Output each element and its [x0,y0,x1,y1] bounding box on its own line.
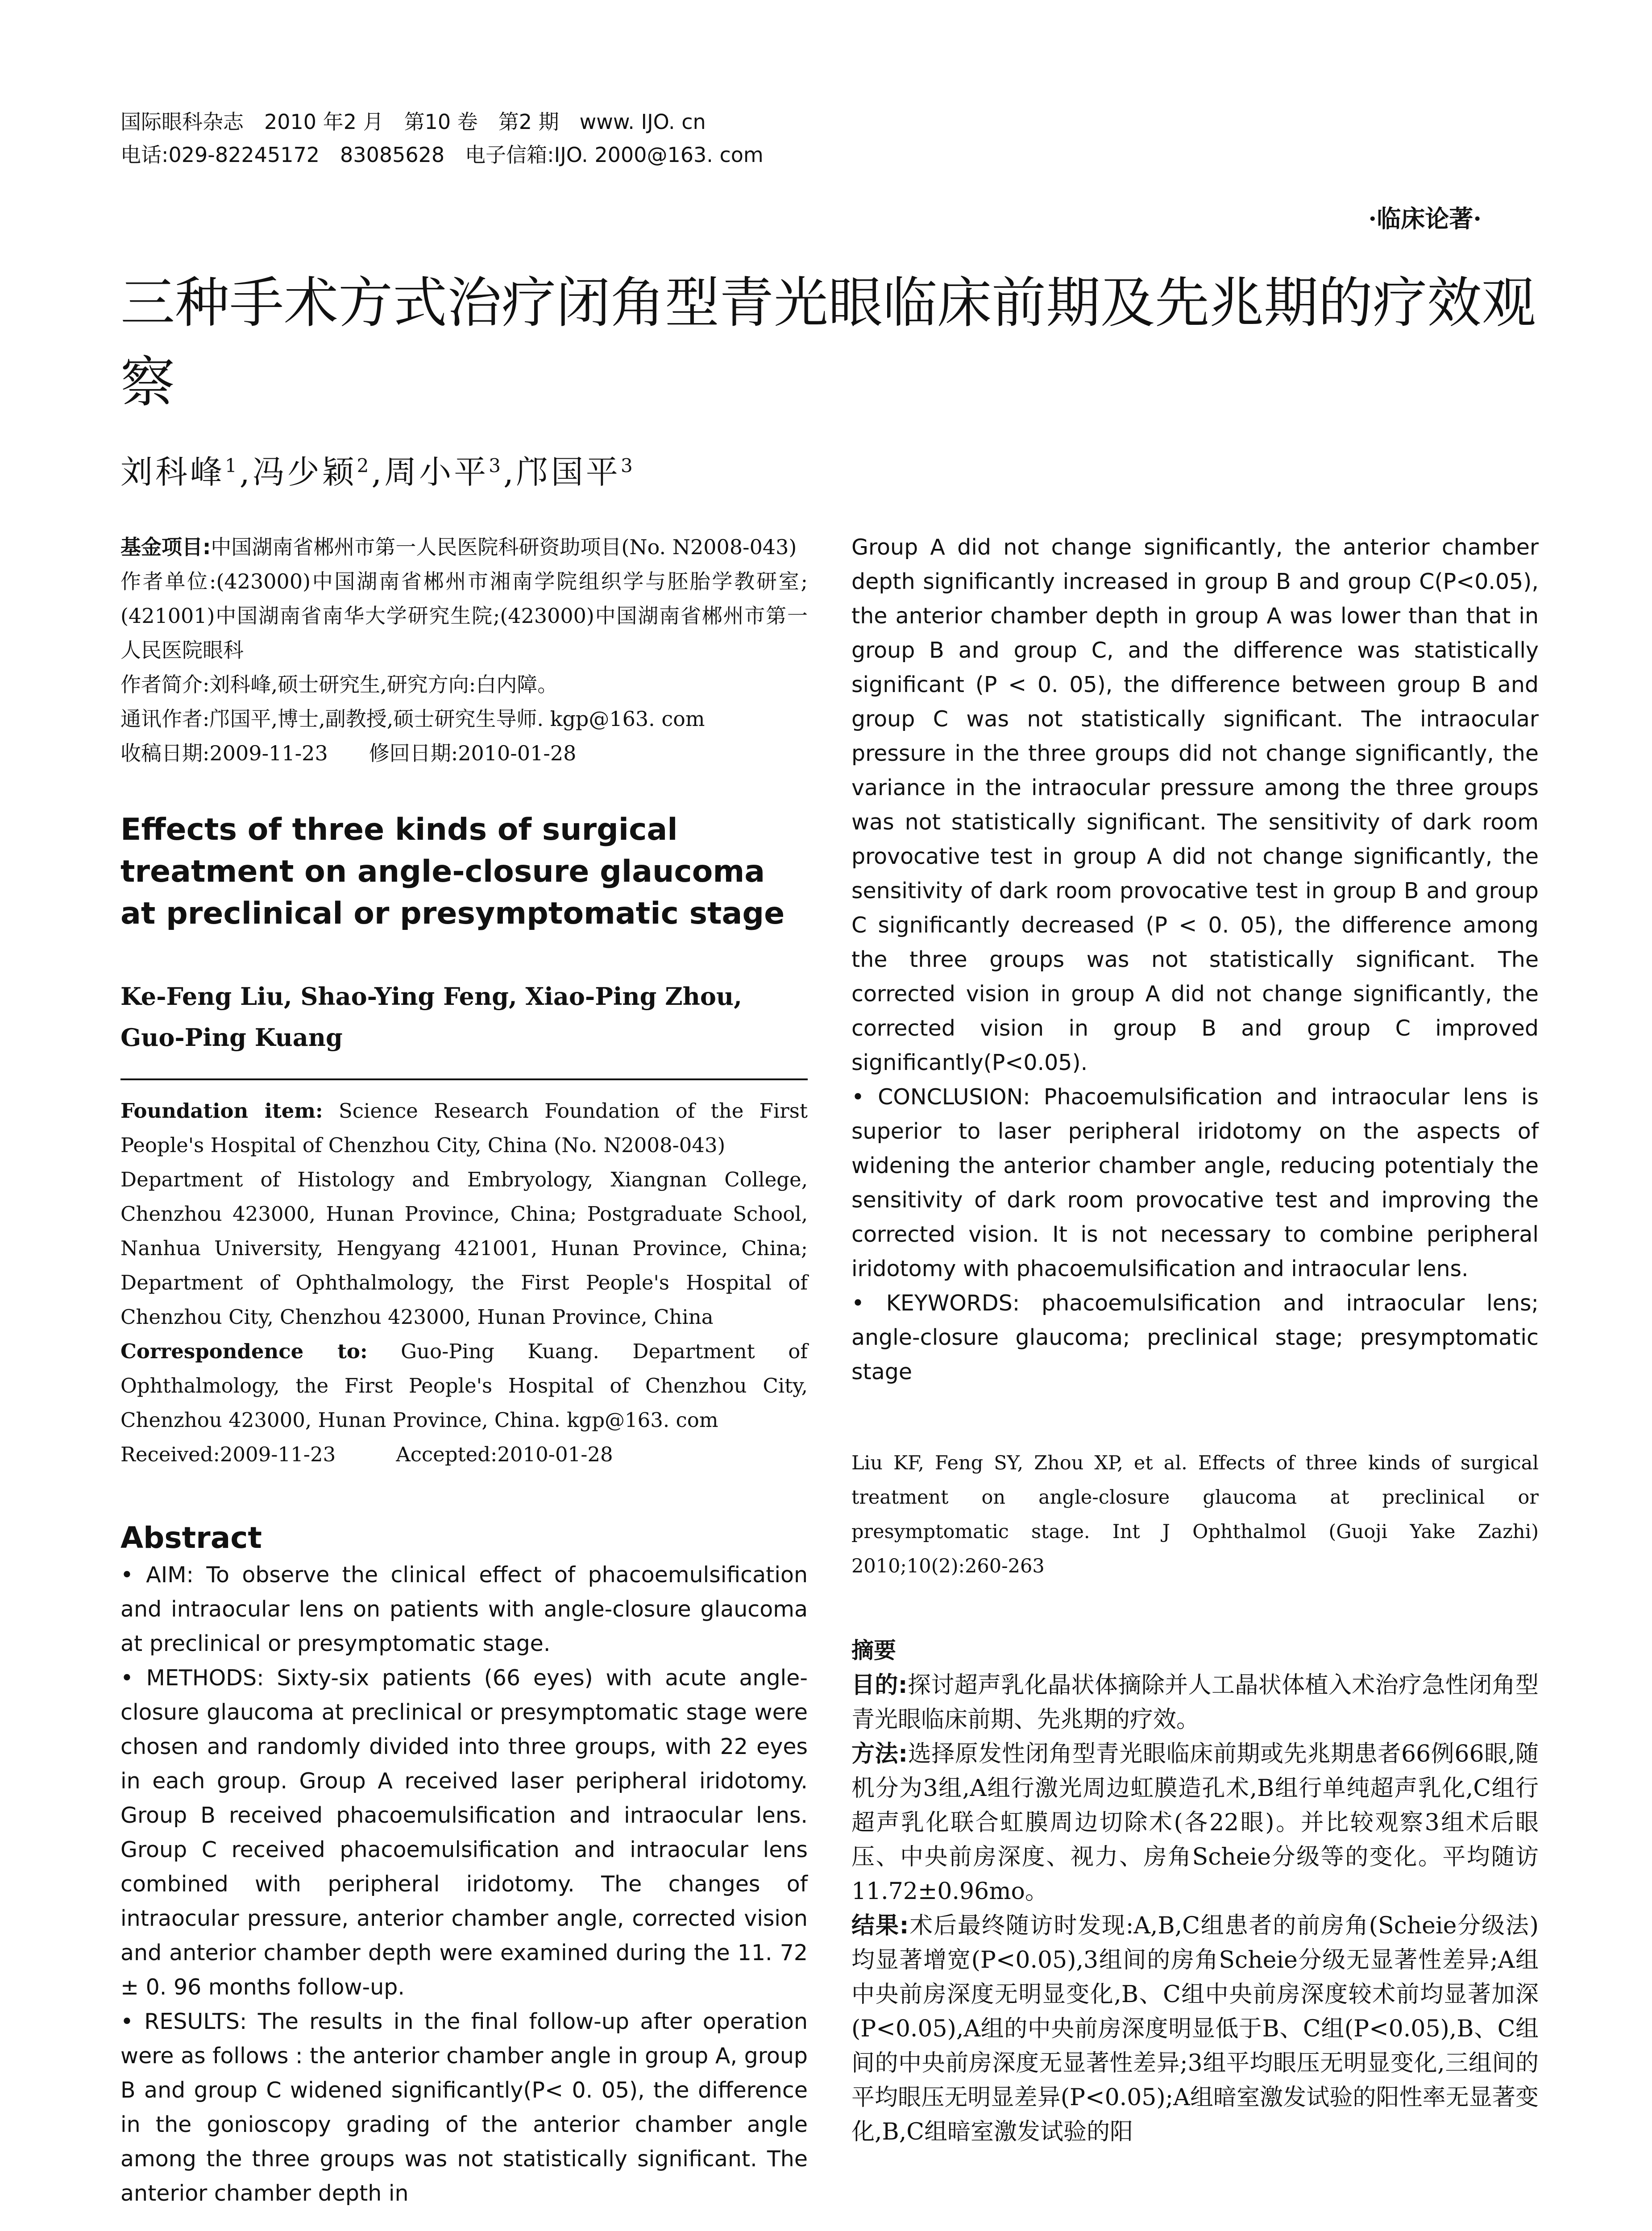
author-cn: 周小平 [384,453,489,491]
author-affiliation-mark: 3 [489,455,504,477]
abstract-cn-text: 探讨超声乳化晶状体摘除并人工晶状体植入术治疗急性闭角型青光眼临床前期、先兆期的疗效。 [851,1672,1539,1733]
foundation-en-label: Correspondence to: [120,1339,368,1363]
abstract-cn-label: 方法: [851,1741,908,1767]
journal-header-line-2: 电话:029-82245172 83085628 电子信箱:IJO. 2000@163. com [120,143,764,167]
author-cn: 刘科峰 [120,453,225,491]
foundation-en-item [120,1437,808,1472]
article-info-cn [120,530,808,771]
article-title-cn: 三种手术方式治疗闭角型青光眼临床前期及先兆期的疗效观察 [120,271,1536,414]
abstract-conclusion: • CONCLUSION: Phacoemulsification and intraocular lens is superior to laser peripheral iridotomy on the aspects of widening the anterior chamber angle, reducing potentialy the sensitivity of dark room provocative test and improving the corrected vision. It is not necessary to combine peripheral iridotomy with phacoemulsification and intraocular lens. [851,1084,1539,1281]
author-separator: , [503,453,516,491]
info-cn-item [120,668,808,702]
abstract-keywords: • KEYWORDS: phacoemulsification and intraocular lens; angle-closure glaucoma; preclinical stage; presymptomatic stage [851,1290,1539,1385]
foundation-en-item [120,1162,808,1334]
citation: Liu KF, Feng SY, Zhou XP, et al. Effects of three kinds of surgical treatment on angle-closure glaucoma at preclinical or presymptomatic stage. Int J Ophthalmol (Guoji Yake Zazhi) 2010;10(2):260-263 [851,1452,1539,1577]
abstract-cn-label: 结果: [851,1912,909,1939]
foundation-en-label: Foundation item: [120,1099,323,1123]
foundation-en-item [120,1334,808,1437]
section-tag: ·临床论著· [1368,204,1482,233]
info-cn-label: 基金项目: [120,535,211,559]
abstract-cn-text: 选择原发性闭角型青光眼临床前期或先兆期患者66例66眼,随机分为3组,A组行激光周边虹膜造孔术,B组行单纯超声乳化,C组行超声乳化联合虹膜周边切除术(各22眼)。并比较观察3组术后眼压、中央前房深度、视力、房角Scheie分级等的变化。平均随访11.72±0.96mo。 [851,1741,1539,1905]
info-cn-text: 作者单位:(423000)中国湖南省郴州市湘南学院组织学与胚胎学教研室;(421001)中国湖南省南华大学研究生院;(423000)中国湖南省郴州市第一人民医院眼科 [120,569,808,662]
abstract-en-right [851,530,1539,1389]
foundation-en-text: Received:2009-11-23 Accepted:2010-01-28 [120,1443,613,1466]
authors-en: Ke-Feng Liu, Shao-Ying Feng, Xiao-Ping Zhou, Guo-Ping Kuang [120,982,742,1052]
foundation-en-text: Department of Histology and Embryology, Xiangnan College, Chenzhou 423000, Hunan Province, China; Postgraduate School, Nanhua University, Hengyang 421001, Hunan Province, China; Department of Ophthalmology, the First People's Hospital of Chenzhou City, Chenzhou 423000, Hunan Province, China [120,1168,808,1329]
info-cn-item [120,530,808,564]
abstract-heading: Abstract [120,1521,262,1555]
foundation-en-item [120,1094,808,1162]
info-cn-text: 收稿日期:2009-11-23 修回日期:2010-01-28 [120,741,577,765]
info-cn-text: 通讯作者:邝国平,博士,副教授,硕士研究生导师. kgp@163. com [120,707,705,731]
author-cn: 邝国平 [516,453,621,491]
author-separator: , [371,453,385,491]
abstract-cn-label: 目的: [851,1672,908,1699]
abstract-cn-text: 术后最终随访时发现:A,B,C组患者的前房角(Scheie分级法)均显著增宽(P<0.05),3组间的房角Scheie分级无显著性差异;A组中央前房深度无明显变化,B、C组中央前房深度较术前均显著加深(P<0.05),A组的中央前房深度明显低于B、C组(P<0.05),B、C组间的中央前房深度无显著性差异;3组平均眼压无明显变化,三组间的平均眼压无明显差异(P<0.05);A组暗室激发试验的阳性率无显著变化,B,C组暗室激发试验的阳 [851,1912,1539,2145]
author-affiliation-mark: 3 [620,455,635,477]
info-cn-text: 中国湖南省郴州市第一人民医院科研资助项目(No. N2008-043) [211,535,797,559]
info-cn-item [120,736,808,771]
info-cn-item [120,702,808,736]
foundation-en-text: Science Research Foundation of the First People's Hospital of Chenzhou City, China (No. N2008-043) [120,1099,808,1157]
foundation-en [120,1094,808,1472]
article-title-en: Effects of three kinds of surgical treatment on angle-closure glaucoma at preclinical or presymptomatic stage [120,812,785,931]
abstract-results-part-1: • RESULTS: The results in the final follow-up after operation were as follows : the anterior chamber angle in group A, group B and group C widened significantly(P< 0. 05), the difference in the gonioscopy grading of the anterior chamber angle among the three groups was not statistically significant. The anterior chamber depth in [120,2009,808,2206]
abstract-aim: • AIM: To observe the clinical effect of phacoemulsification and intraocular lens on patients with angle-closure glaucoma at preclinical or presymptomatic stage. [120,1562,808,1656]
abstract-cn [851,1668,1539,2149]
foundation-en-text: Guo-Ping Kuang. Department of Ophthalmology, the First People's Hospital of Chenzhou City, Chenzhou 423000, Hunan Province, China. kgp@163. com [120,1339,808,1432]
left-column [120,530,808,2210]
author-separator: , [239,453,253,491]
right-column [851,530,1539,2149]
info-cn-text: 作者简介:刘科峰,硕士研究生,研究方向:白内障。 [120,672,558,697]
abstract-cn-objective [851,1668,1539,1737]
journal-header [120,105,1548,171]
info-cn-item [120,564,808,668]
author-affiliation-mark: 1 [225,455,240,477]
author-affiliation-mark: 2 [357,455,372,477]
author-cn: 冯少颖 [252,453,357,491]
abstract-methods: • METHODS: Sixty-six patients (66 eyes) with acute angle-closure glaucoma at preclinical or presymptomatic stage were chosen and randomly divided into three groups, with 22 eyes in each group. Group A received laser peripheral iridotomy. Group B received phacoemulsification and intraocular lens. Group C received phacoemulsification and intraocular lens combined with peripheral iridotomy. The changes of intraocular pressure, anterior chamber angle, corrected vision and anterior chamber depth were examined during the 11. 72 ± 0. 96 months follow-up. [120,1665,808,2000]
abstract-en-left [120,1558,808,2210]
abstract-cn-results [851,1909,1539,2149]
abstract-cn-methods [851,1737,1539,1909]
journal-header-line-1: 国际眼科杂志 2010 年2 月 第10 卷 第2 期 www. IJO. cn [120,110,706,134]
abstract-results-part-2: Group A did not change significantly, the anterior chamber depth significantly increased in group B and group C(P<0.05), the anterior chamber depth in group A was lower than that in group B and group C, and the difference was statistically significant (P < 0. 05), the difference between group B and group C was not statistically significant. The intraocular pressure in the three groups did not change significantly, the variance in the intraocular pressure among the three groups was not statistically significant. The sensitivity of dark room provocative test in group A did not change significantly, the sensitivity of dark room provocative test in group B and group C significantly decreased (P < 0. 05), the difference among the three groups was not statistically significant. The corrected vision in group A did not change significantly, the corrected vision in group B and group C improved significantly(P<0.05). [851,535,1539,1075]
section-divider [120,1078,808,1080]
abstract-cn-heading: 摘要 [851,1638,896,1663]
authors-cn [120,446,1191,493]
